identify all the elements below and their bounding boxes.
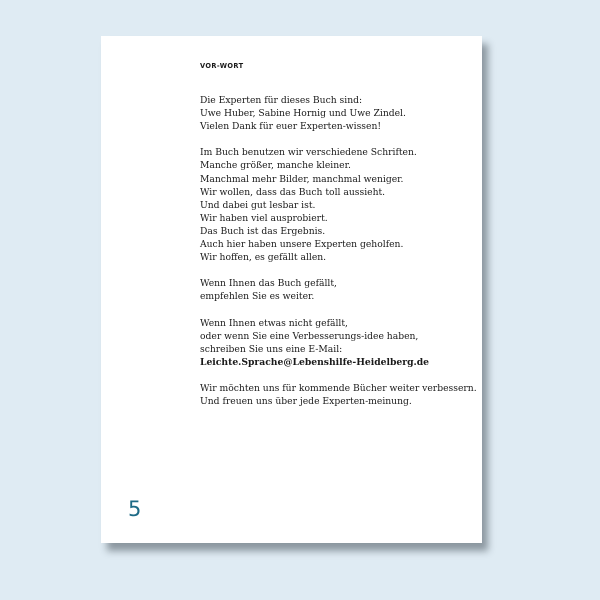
text-line: Manchmal mehr Bilder, manchmal weniger.: [200, 173, 404, 185]
paragraph-fonts: [200, 146, 490, 264]
text-line: Wir haben viel ausprobiert.: [200, 212, 328, 224]
text-line: Vielen Dank für euer Experten-wissen!: [200, 121, 382, 133]
page-number: 5: [128, 497, 142, 521]
text-line: Im Buch benutzen wir verschiedene Schriften.: [200, 147, 417, 159]
text-line: Wenn Ihnen das Buch gefällt,: [200, 278, 337, 290]
text-line: Die Experten für dieses Buch sind:: [200, 95, 363, 106]
text-line: schreiben Sie uns eine E-Mail:: [200, 343, 343, 355]
text-line: Wenn Ihnen etwas nicht gefällt,: [200, 317, 348, 329]
paragraph-improve: [200, 382, 490, 408]
paragraph-feedback: [200, 317, 490, 369]
text-line: Uwe Huber, Sabine Hornig und Uwe Zindel.: [200, 108, 406, 120]
text-line: Wir möchten uns für kommende Bücher weiter verbessern.: [200, 383, 477, 395]
section-label: VOR-WORT: [200, 62, 244, 70]
text-line: empfehlen Sie es weiter.: [200, 291, 315, 303]
paragraph-experts: [200, 94, 490, 133]
text-line: Wir hoffen, es gefällt allen.: [200, 252, 327, 264]
text-line: oder wenn Sie eine Verbesserungs-idee haben,: [200, 330, 419, 342]
text-line: Und dabei gut lesbar ist.: [200, 199, 316, 211]
text-line: Wir wollen, dass das Buch toll aussieht.: [200, 186, 386, 198]
text-line: Auch hier haben unsere Experten geholfen.: [200, 239, 404, 251]
paragraph-recommend: [200, 277, 490, 303]
body-text: [200, 94, 490, 421]
text-line: Und freuen uns über jede Experten-meinung.: [200, 396, 412, 408]
email-address: Leichte.Sprache@Lebenshilfe-Heidelberg.de: [200, 356, 429, 368]
text-line: Manche größer, manche kleiner.: [200, 160, 351, 172]
text-line: Das Buch ist das Ergebnis.: [200, 225, 326, 237]
